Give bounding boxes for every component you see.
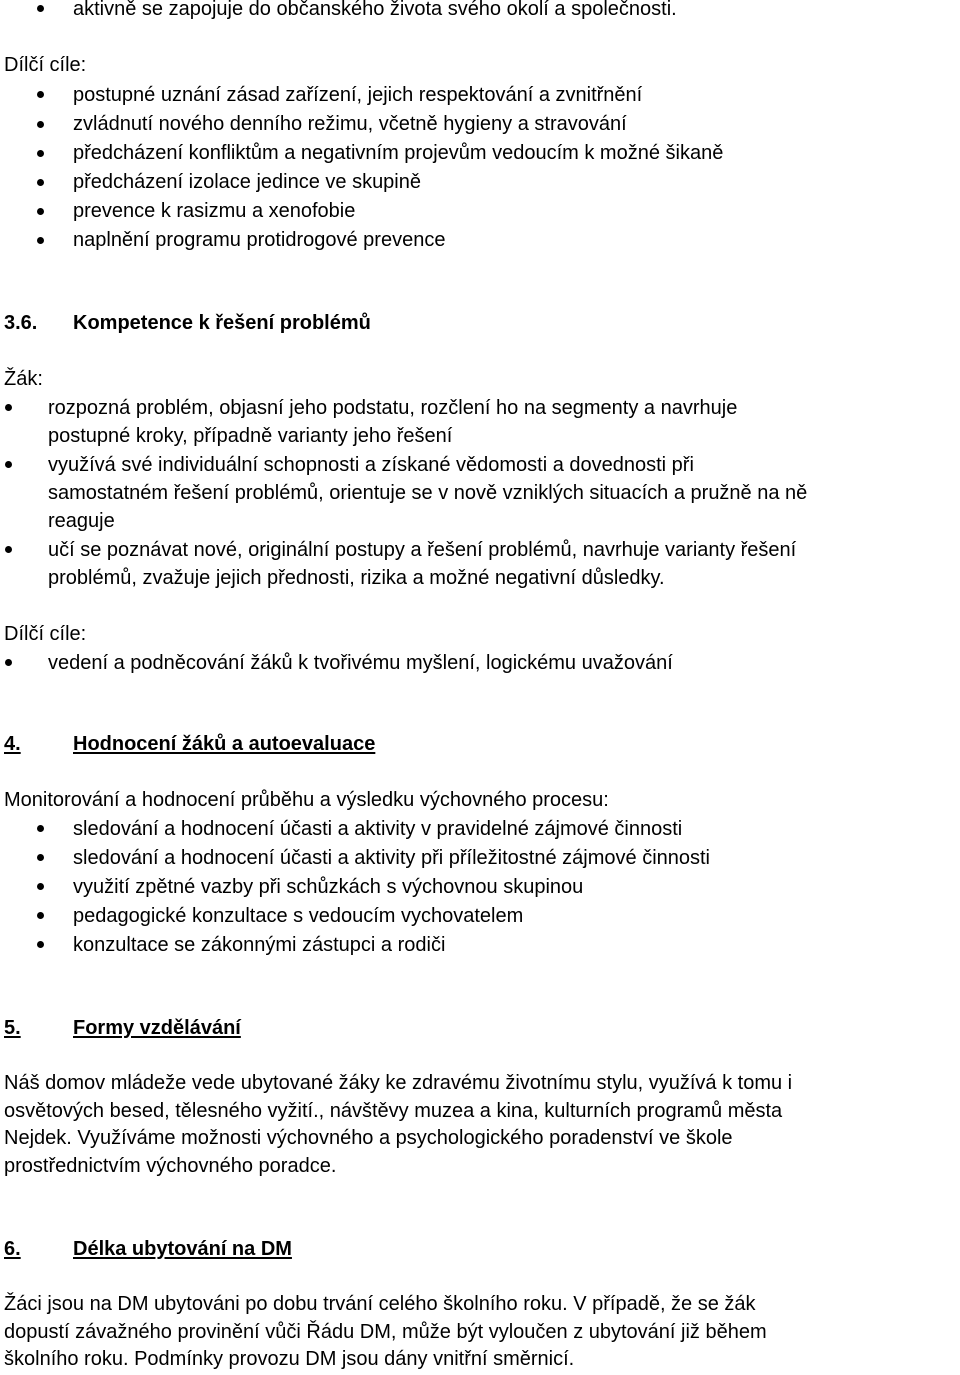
list-item: naplnění programu protidrogové prevence — [73, 229, 446, 251]
bullet-icon — [5, 461, 12, 468]
list-item-line: využívá své individuální schopnosti a získané vědomosti a dovednosti při — [48, 454, 694, 476]
bullet-icon — [37, 208, 44, 215]
paragraph-line: školního roku. Podmínky provozu DM jsou dány vnitřní směrnicí. — [4, 1348, 575, 1370]
section-title: Hodnocení žáků a autoevaluace — [73, 733, 376, 755]
list-item-line: rozpozná problém, objasní jeho podstatu, rozčlení ho na segmenty a navrhuje — [48, 397, 738, 419]
list-item: zvládnutí nového denního režimu, včetně hygieny a stravování — [73, 113, 627, 135]
bullet-icon — [37, 5, 44, 12]
bullet-icon — [5, 546, 12, 553]
list-item: využití zpětné vazby při schůzkách s výchovnou skupinou — [73, 876, 584, 898]
list-item: sledování a hodnocení účasti a aktivity v pravidelné zájmové činnosti — [73, 818, 683, 840]
list-item-line: reaguje — [48, 510, 115, 532]
section-title: Formy vzdělávání — [73, 1017, 241, 1039]
paragraph-line: Nejdek. Využíváme možnosti výchovného a psychologického poradenství ve škole — [4, 1127, 733, 1149]
section-lead: Monitorování a hodnocení průběhu a výsledku výchovného procesu: — [4, 789, 609, 811]
section-title: Kompetence k řešení problémů — [73, 312, 371, 334]
list-item-line: postupné kroky, případně varianty jeho řešení — [48, 425, 453, 447]
bullet-icon — [37, 179, 44, 186]
section-number: 6. — [4, 1238, 21, 1260]
paragraph-line: prostřednictvím výchovného poradce. — [4, 1155, 337, 1177]
bullet-icon — [5, 659, 12, 666]
goals-heading: Dílčí cíle: — [4, 623, 87, 645]
paragraph-line: Žáci jsou na DM ubytováni po dobu trvání celého školního roku. V případě, že se žák — [4, 1293, 756, 1315]
paragraph-line: dopustí závažného provinění vůči Řádu DM, může být vyloučen z ubytování již během — [4, 1321, 767, 1343]
bullet-icon — [37, 854, 44, 861]
list-item-line: problémů, zvažuje jejich přednosti, rizika a možné negativní důsledky. — [48, 567, 665, 589]
section-number: 4. — [4, 733, 21, 755]
goals-heading: Dílčí cíle: — [4, 54, 87, 76]
bullet-icon — [5, 404, 12, 411]
list-item: sledování a hodnocení účasti a aktivity při příležitostné zájmové činnosti — [73, 847, 711, 869]
bullet-icon — [37, 912, 44, 919]
list-item: předcházení konfliktům a negativním projevům vedoucím k možné šikaně — [73, 142, 724, 164]
list-item-line: samostatném řešení problémů, orientuje se v nově vzniklých situacích a pružně na ně — [48, 482, 808, 504]
bullet-icon — [37, 825, 44, 832]
section-number: 3.6. — [4, 312, 38, 334]
paragraph-line: osvětových besed, tělesného vyžití., návštěvy muzea a kina, kulturních programů města — [4, 1100, 783, 1122]
bullet-icon — [37, 941, 44, 948]
list-item: aktivně se zapojuje do občanského života svého okolí a společnosti. — [73, 0, 677, 20]
section-title: Délka ubytování na DM — [73, 1238, 292, 1260]
bullet-icon — [37, 121, 44, 128]
list-item: prevence k rasizmu a xenofobie — [73, 200, 356, 222]
list-item: konzultace se zákonnými zástupci a rodiči — [73, 934, 446, 956]
pupil-label: Žák: — [4, 368, 43, 390]
bullet-icon — [37, 237, 44, 244]
bullet-icon — [37, 150, 44, 157]
list-item: postupné uznání zásad zařízení, jejich respektování a zvnitřnění — [73, 84, 643, 106]
section-number: 5. — [4, 1017, 21, 1039]
list-item: vedení a podněcování žáků k tvořivému myšlení, logickému uvažování — [48, 652, 673, 674]
list-item-line: učí se poznávat nové, originální postupy a řešení problémů, navrhuje varianty řešení — [48, 539, 797, 561]
list-item: pedagogické konzultace s vedoucím vychovatelem — [73, 905, 524, 927]
paragraph-line: Náš domov mládeže vede ubytované žáky ke zdravému životnímu stylu, využívá k tomu i — [4, 1072, 793, 1094]
bullet-icon — [37, 91, 44, 98]
list-item: předcházení izolace jedince ve skupině — [73, 171, 421, 193]
bullet-icon — [37, 883, 44, 890]
